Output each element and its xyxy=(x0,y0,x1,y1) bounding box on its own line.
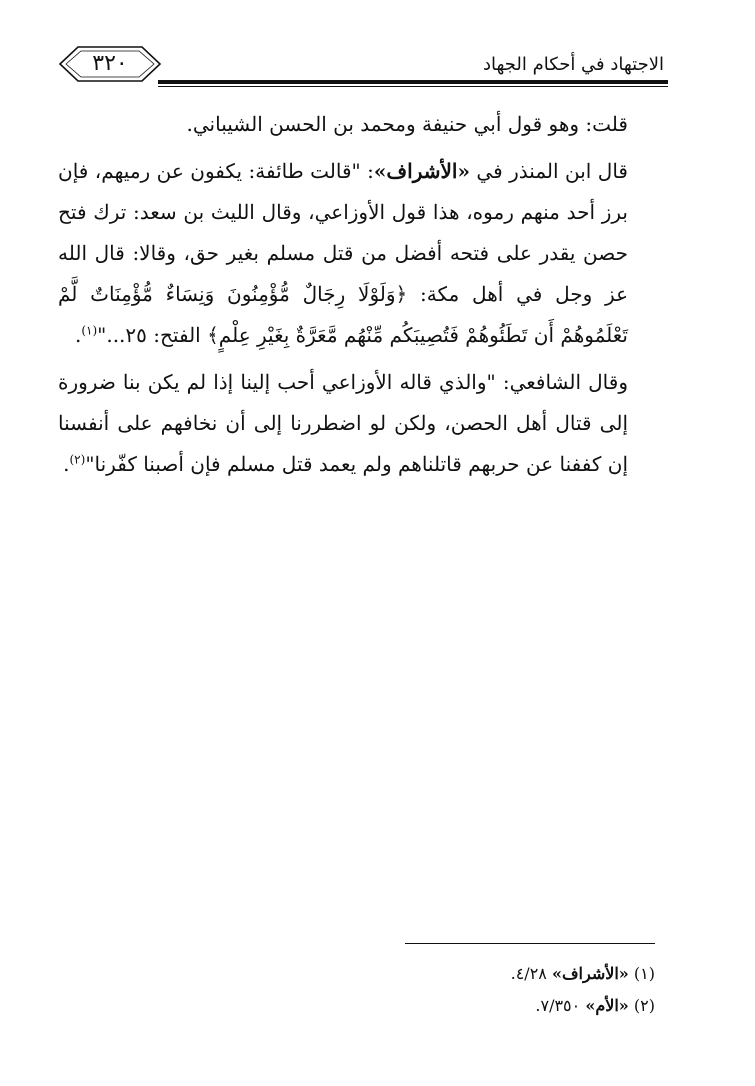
running-title: الاجتهاد في أحكام الجهاد xyxy=(483,54,664,75)
footnote-1 xyxy=(300,958,655,990)
paragraph-2-intro: قال ابن المنذر في xyxy=(469,159,628,183)
paragraph-2-end: . xyxy=(74,323,82,347)
paragraph-3-end: . xyxy=(63,452,70,476)
page-number-badge xyxy=(58,44,162,84)
page-number: ٣٢٠ xyxy=(92,51,128,76)
header-rule-thick xyxy=(158,80,668,84)
paragraph-2-quote: : "قالت طائفة: يكفون عن رميهم، فإن برز أحد منهم رموه، هذا قول الأوزاعي، وقال الليث بن سعد: ترك فتح حصن يقدر على فتحه أفضل من قتل مسلم بغير حق، وقالا: قال الله عز وجل في أهل مكة: xyxy=(58,159,629,306)
main-text xyxy=(58,104,668,485)
quran-verse: ﴿وَلَوْلَا رِجَالٌ مُّؤْمِنُونَ وَنِسَاءٌ مُّؤْمِنَاتٌ لَّمْ تَعْلَمُوهُمْ أَن تَطَئُوهُمْ فَتُصِيبَكُم مِّنْهُم مَّعَرَّةٌ بِغَيْرِ عِلْمٍ﴾ xyxy=(58,282,628,347)
paragraph-1 xyxy=(58,104,668,145)
paragraph-1-text: قلت: وهو قول أبي حنيفة ومحمد بن الحسن الشيباني. xyxy=(186,112,628,136)
footnote-2 xyxy=(300,990,655,1022)
footnote-separator xyxy=(405,943,655,944)
footnote-2-book: «الأم» xyxy=(585,996,629,1015)
verse-reference: الفتح: ٢٥..." xyxy=(97,323,208,347)
header-rule-thin xyxy=(158,86,668,87)
paragraph-2 xyxy=(58,151,668,356)
footnote-marker-2: (٢) xyxy=(69,452,86,467)
footnote-1-book: «الأشراف» xyxy=(551,964,629,983)
footnotes xyxy=(300,958,655,1022)
page-header xyxy=(58,40,668,92)
footnote-1-number: (١) xyxy=(633,964,655,983)
footnote-2-number: (٢) xyxy=(633,996,655,1015)
paragraph-3 xyxy=(58,362,668,485)
footnote-2-ref: ٧/٣٥٠. xyxy=(535,996,581,1015)
paragraph-2-book-title: «الأشراف» xyxy=(373,159,470,183)
paragraph-3-text: وقال الشافعي: "والذي قاله الأوزاعي أحب إلينا إذا لم يكن بنا ضرورة إلى قتال أهل الحصن، ولكن لو اضطررنا إلى أن نخافهم على أنفسنا إن كففنا عن حربهم قاتلناهم ولم يعمد قتل مسلم فإن أصبنا كفّرنا" xyxy=(58,370,628,476)
footnote-1-ref: ٤/٢٨. xyxy=(510,964,547,983)
footnote-marker-1: (١) xyxy=(81,323,98,338)
